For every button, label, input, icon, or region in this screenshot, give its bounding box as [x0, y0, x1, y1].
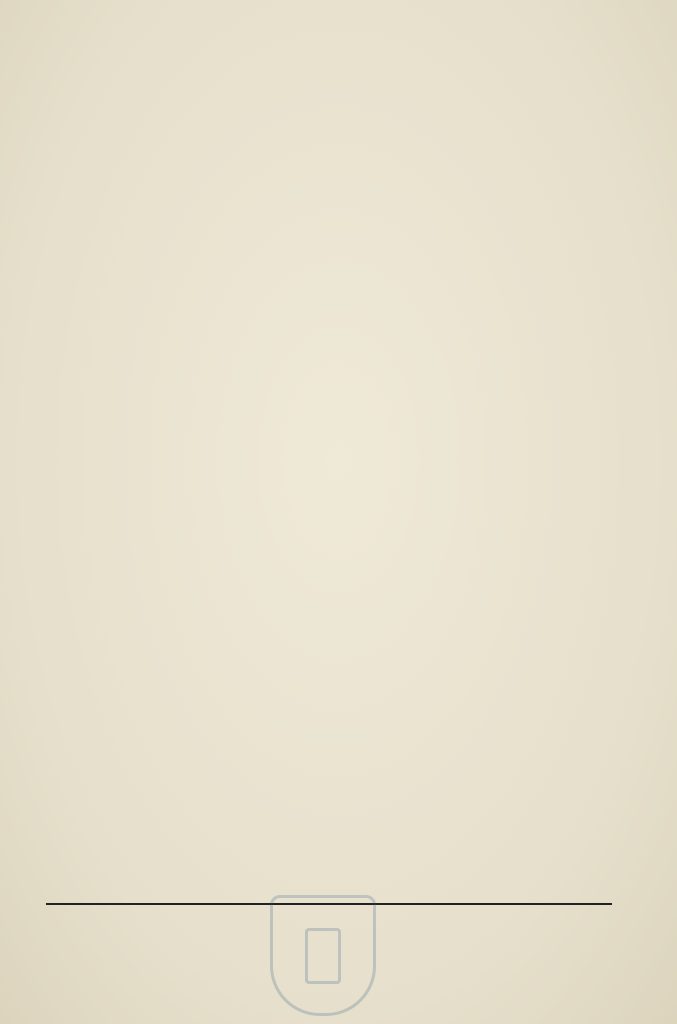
- document-body: [44, 94, 622, 106]
- watermark: [270, 885, 670, 1020]
- footer-rule: [46, 903, 612, 905]
- watermark-shield-icon: [270, 895, 376, 1016]
